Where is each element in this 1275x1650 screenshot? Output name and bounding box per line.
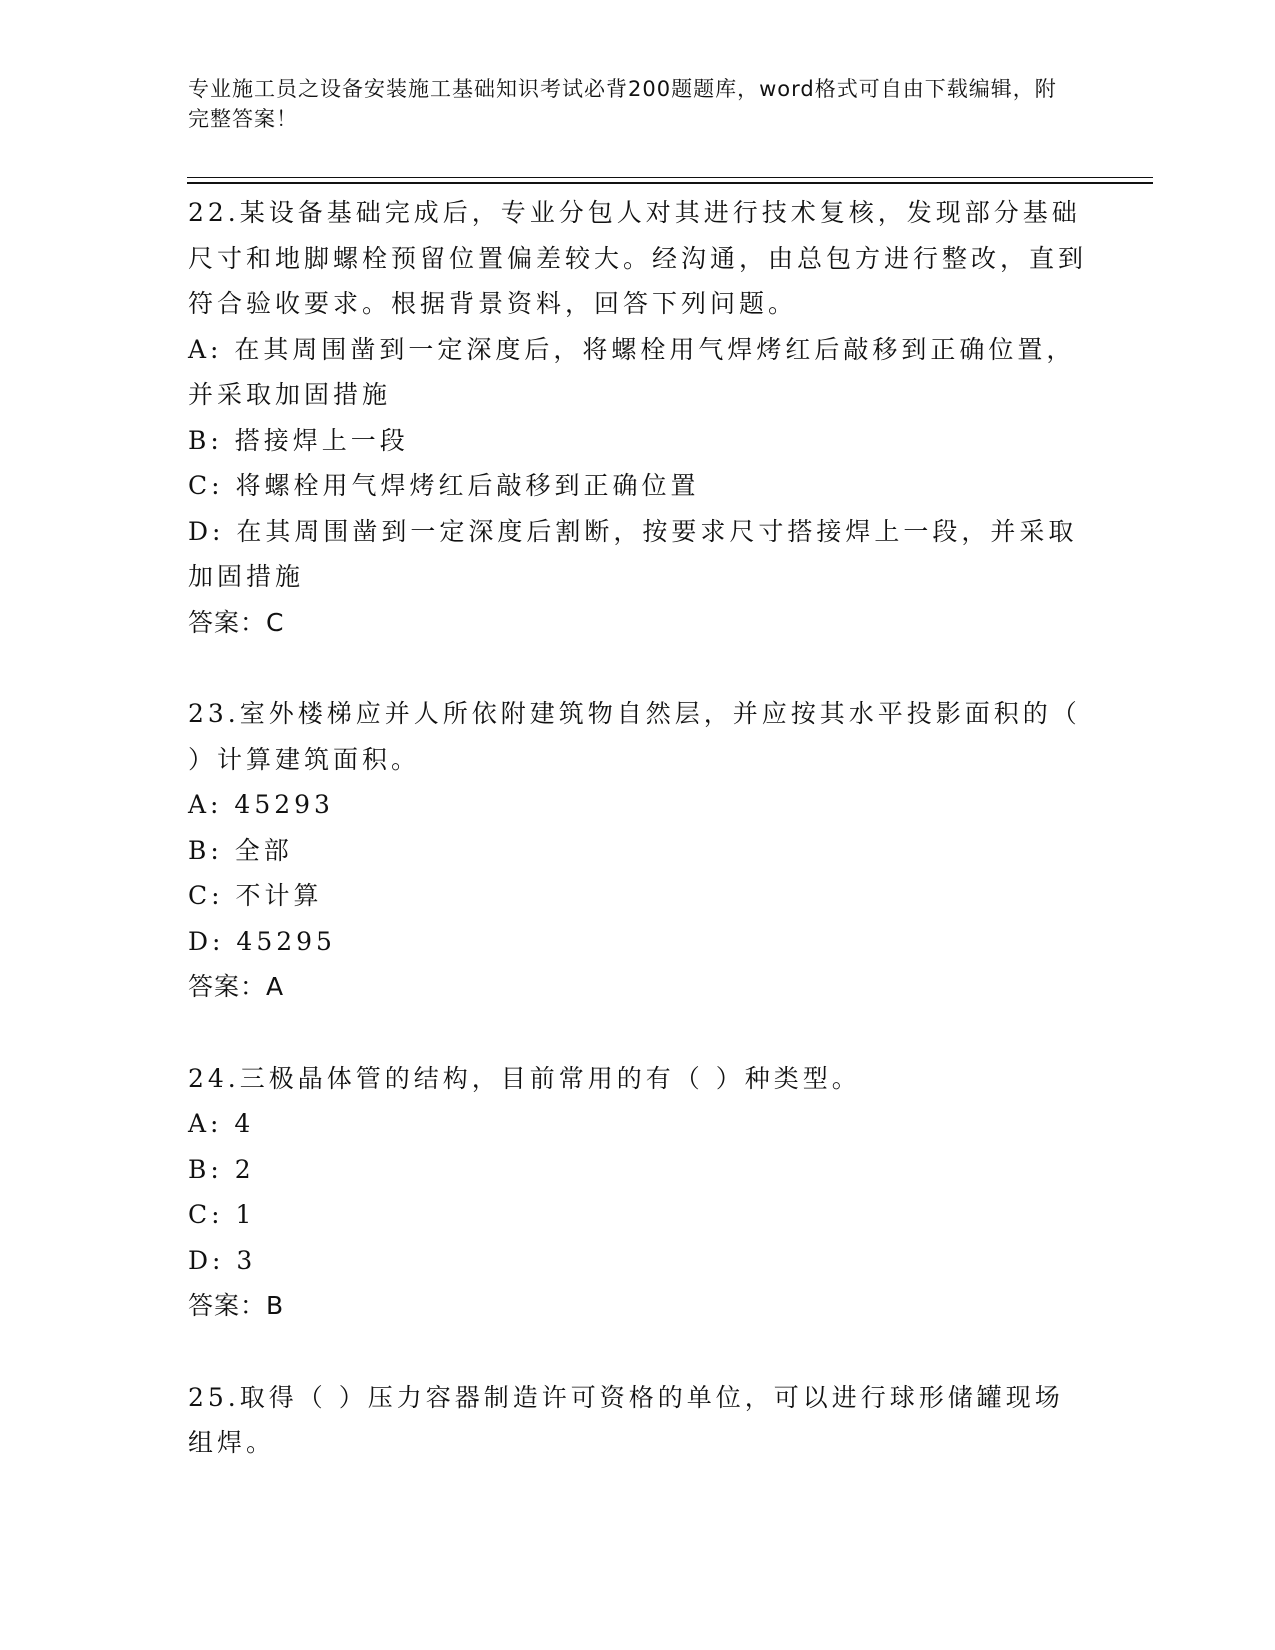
option-b: B: 2 [188, 1154, 255, 1184]
answer: 答案：A [188, 972, 285, 1001]
question-list [188, 190, 1088, 1512]
document-title: 专业施工员之设备安装施工基础知识考试必背200题题库，word格式可自由下载编辑，附完整答案！ [188, 77, 1057, 131]
document-header [188, 74, 1068, 134]
header-rule-thick [187, 182, 1153, 184]
option-b: B: 全部 [188, 835, 293, 865]
option-a: A: 在其周围凿到一定深度后，将螺栓用气焊烤红后敲移到正确位置，并采取加固措施 [188, 334, 1076, 409]
option-d: D: 在其周围凿到一定深度后割断，按要求尺寸搭接焊上一段，并采取加固措施 [188, 516, 1078, 591]
option-c: C: 不计算 [188, 881, 323, 910]
question-text: 23.室外楼梯应并人所依附建筑物自然层，并应按其水平投影面积的（ ）计算建筑面积。 [188, 699, 1081, 774]
option-c: C: 1 [188, 1200, 256, 1229]
option-b: B: 搭接焊上一段 [188, 425, 409, 455]
question-text: 25.取得（ ）压力容器制造许可资格的单位，可以进行球形储罐现场组焊。 [188, 1382, 1064, 1457]
question-22 [188, 190, 1088, 645]
option-a: A: 4 [188, 1109, 255, 1138]
question-24 [188, 1056, 1088, 1329]
answer: 答案：B [188, 1291, 285, 1320]
option-d: D: 45295 [188, 926, 336, 956]
question-text: 22.某设备基础完成后，专业分包人对其进行技术复核，发现部分基础尺寸和地脚螺栓预留位置偏差较大。经沟通，由总包方进行整改，直到符合验收要求。根据背景资料，回答下列问题。 [188, 198, 1088, 318]
question-25 [188, 1375, 1088, 1466]
question-23 [188, 691, 1088, 1010]
option-a: A: 45293 [188, 790, 334, 819]
option-c: C: 将螺栓用气焊烤红后敲移到正确位置 [188, 471, 700, 500]
header-rule-thin [187, 177, 1153, 178]
question-text: 24.三极晶体管的结构，目前常用的有（ ）种类型。 [188, 1063, 861, 1093]
answer: 答案：C [188, 607, 285, 637]
option-d: D: 3 [188, 1245, 257, 1275]
